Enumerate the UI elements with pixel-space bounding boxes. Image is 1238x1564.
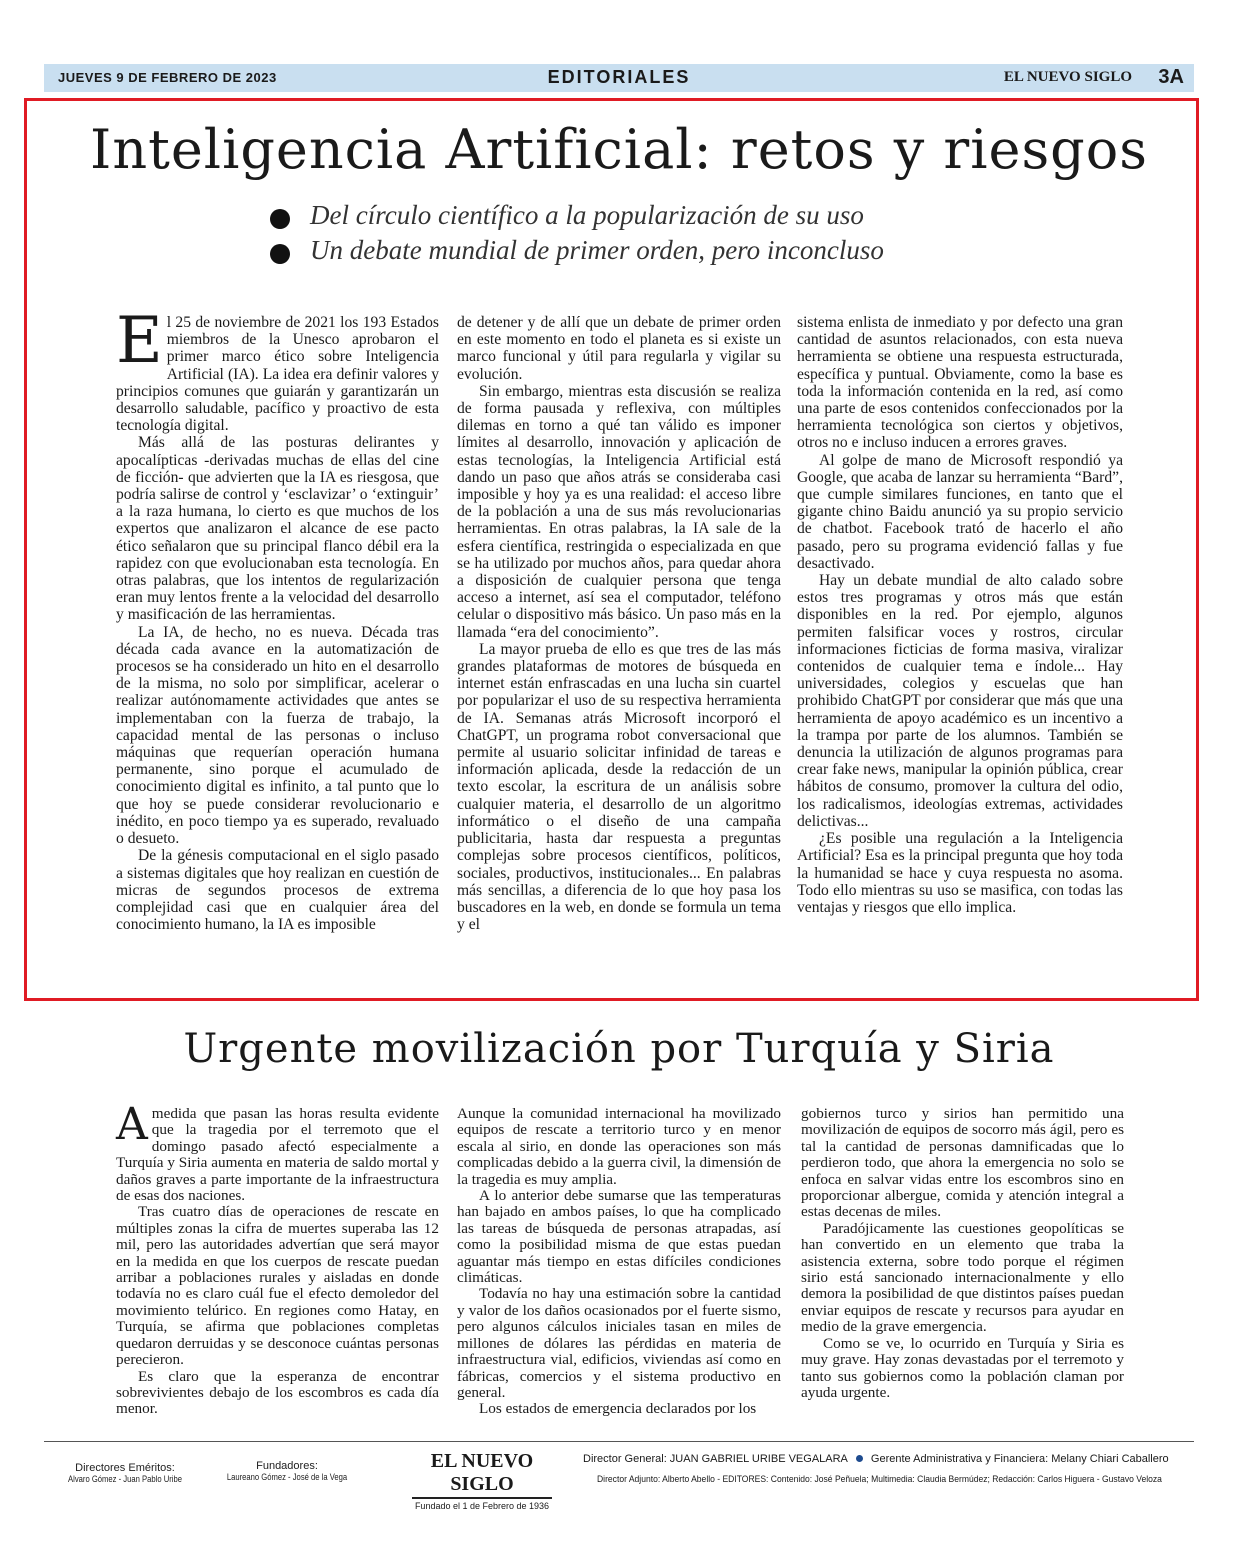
founders-names: Laureano Gómez - José de la Vega (226, 1472, 348, 1482)
footer-logo (412, 1450, 552, 1511)
paragraph: A lo anterior debe sumarse que las temperaturas han bajado en ambos países, lo que ha complicado las tareas de búsqueda de personas atrapadas, así como la posibilidad misma de que estas puedan aguantar más tiempo en estas difíciles condiciones climáticas. (457, 1187, 781, 1287)
masthead-brand: EL NUEVO SIGLO (1003, 69, 1132, 85)
section-title: EDITORIALES (547, 67, 691, 87)
editorial-2-column-1 (116, 1099, 439, 1418)
paragraph: gobiernos turco y sirios han permitido una movilización de equipos de socorro más ágil, pero es tal la cantidad de personas damnificadas que lo perdieron todo, que ahora la emergencia no solo se enfoca en salvar vidas entre los escombros sino en proporcionar albergue, comida y atención integral a estas decenas de miles. (801, 1105, 1124, 1221)
paragraph: Más allá de las posturas delirantes y apocalípticas -derivadas muchas de ellas del cine de ficción- que advierten que la IA es riesgosa, que podría salirse de control y ‘esclavizar’ o ‘extinguir’ a la raza humana, lo cierto es que muchos de los expertos que analizaron el alcance de ese pacto ético señalaron que su principal flanco débil era la rapidez con que evolucionaban esta tecnología. En otras palabras, que los intentos de regularización eran muy lentos frente a la velocidad del desarrollo y masificación de las herramientas. (116, 434, 439, 624)
page-header-bar (44, 64, 1194, 92)
paragraph: Todavía no hay una estimación sobre la cantidad y valor de los daños ocasionados por el fuerte sismo, pero algunos cálculos iniciales tasan en miles de millones de dólares las pérdidas en materia de infraestructura vial, edificios, viviendas así como en fábricas, comercios y el sistema productivo en general. (457, 1285, 781, 1401)
paragraph: Paradójicamente las cuestiones geopolíticas se han convertido en un elemento que traba la asistencia externa, sobre todo porque el régimen sirio está sancionado internacionalmente y ello demora la posibilidad de que distintos países puedan enviar equipos de rescate y recursos para ayudar en medio de la grave emergencia. (801, 1219, 1124, 1336)
editorial-1-subheads (270, 200, 1030, 270)
paragraph: Es claro que la esperanza de encontrar sobrevivientes debajo de los escombros es cada día menor. (116, 1367, 439, 1418)
subhead-item: Del círculo científico a la popularización de su uso (270, 200, 1030, 235)
dot-separator-icon (856, 1455, 863, 1462)
paragraph: El 25 de noviembre de 2021 los 193 Estados miembros de la Unesco aprobaron el primer marco ético sobre Inteligencia Artificial (IA). La idea era definir valores y principios comunes que guiarán y garantizarán un desarrollo saludable, pacífico y proactivo de esta tecnología digital. (116, 304, 439, 435)
editorial-1-column-3 (797, 314, 1123, 916)
bullet-dot-icon (270, 244, 290, 264)
founders-label: Fundadores: (256, 1460, 318, 1472)
director-general: Director General: JUAN GABRIEL URIBE VEGALARA (583, 1453, 848, 1465)
paragraph: De la génesis computacional en el siglo pasado a sistemas digitales que hoy realizan en cuestión de micras de segundos procesos de extrema complejidad casi que en cualquier área del conocimiento humano, la IA es imposible (116, 847, 439, 934)
staff-line-1 (583, 1453, 1169, 1465)
editorial-1-column-1 (116, 304, 439, 934)
paragraph: de detener y de allí que un debate de primer orden en este momento en todo el planeta es si existe un marco funcional y útil para regularla y vigilar su evolución. (457, 314, 781, 383)
drop-cap: A (116, 1099, 148, 1150)
emeritus-names: Alvaro Gómez - Juan Pablo Uribe (68, 1474, 182, 1484)
emeritus-directors (50, 1462, 200, 1484)
paragraph: Los estados de emergencia declarados por los (479, 1400, 757, 1418)
drop-cap: E (116, 304, 163, 378)
paragraph: Hay un debate mundial de alto calado sobre estos tres programas y otros más que están disponibles en la red. Por ejemplo, algunos permiten falsificar voces y rostros, circular informaciones ficticias de forma masiva, viralizar contenidos de cualquier tema e índole... Hay universidades, colegios y escuelas que han prohibido ChatGPT por considerar que más que una herramienta de apoyo académico es un incentivo a la trampa por parte de los alumnos. También se denuncia la utilización de algunos programas para crear fake news, manipular la opinión pública, crear hábitos de consumo, promover la cultura del odio, los radicalismos, ideologías extremas, actividades delictivas... (797, 572, 1123, 830)
founded-date: Fundado el 1 de Febrero de 1936 (414, 1501, 550, 1511)
paragraph: Como se ve, lo ocurrido en Turquía y Siria es muy grave. Hay zonas devastadas por el terremoto y tanto sus gobiernos como la población claman por ayuda urgente. (801, 1334, 1124, 1401)
paragraph: Tras cuatro días de operaciones de rescate en múltiples zonas la cifra de muertes superaba las 12 mil, pero las autoridades advertían que será mayor en la medida en que los cuerpos de rescate puedan arribar a poblaciones rurales y aisladas en donde todavía no es claro cuál fue el efecto demoledor del movimiento telúrico. En regiones como Hatay, en Turquía, se afirma que poblaciones completas quedaron derruidas y se desconoce cuántas personas perecieron. (116, 1203, 439, 1369)
page-number: 3A (1158, 66, 1184, 88)
paragraph: La mayor prueba de ello es que tres de las más grandes plataformas de motores de búsqueda en internet están enfrascadas en una lucha sin cuartel por popularizar el uso de su respectiva herramienta de IA. Semanas atrás Microsoft incorporó el ChatGPT, un programa robot conversacional que permite al usuario solicitar infinidad de tareas e información aplicada, desde la redacción de un texto escolar, la escritura de un análisis sobre cualquier materia, el desarrollo de un algoritmo informático o el diseño de una campaña publicitaria, hasta dar respuesta a preguntas complejas sobre procesos científicos, políticos, sociales, productivos, institucionales... En palabras más sencillas, a diferencia de lo que hoy pasa los buscadores en la web, en donde se formula un tema y el (457, 640, 781, 934)
editorial-2-column-3 (801, 1106, 1124, 1401)
bullet-dot-icon (270, 209, 290, 229)
paragraph: ¿Es posible una regulación a la Inteligencia Artificial? Esa es la principal pregunta que hoy toda la humanidad se hace y cuya respuesta no asoma. Todo ello mientras su uso se masifica, con todas las ventajas y riesgos que ello implica. (797, 830, 1123, 916)
editorial-1-column-2 (457, 314, 781, 933)
logo-name: EL NUEVO SIGLO (412, 1450, 552, 1499)
staff-line-2: Director Adjunto: Alberto Abello - EDITORES: Contenido: José Peñuela; Multimedia: Claudia Bermúdez; Redacción: Carlos Higuera - Gustavo Veloza (597, 1474, 1162, 1485)
issue-date: JUEVES 9 DE FEBRERO DE 2023 (58, 70, 277, 85)
footer-divider (44, 1441, 1194, 1442)
founders (212, 1460, 362, 1482)
paragraph: Aunque la comunidad internacional ha movilizado equipos de rescate a territorio turco y en menor escala al sirio, en donde las operaciones son más complicadas debido a la guerra civil, la dimensión de la tragedia es muy amplia. (457, 1105, 781, 1188)
editorial-1-title: Inteligencia Artificial: retos y riesgos (90, 118, 1148, 181)
subhead-item: Un debate mundial de primer orden, pero inconcluso (270, 235, 1030, 270)
paragraph: sistema enlista de inmediato y por defecto una gran cantidad de asuntos relacionados, con esta nueva herramienta se obtiene una respuesta estructurada, específica y puntual. Obviamente, como la base es toda la información contenida en la red, así como una parte de esos contenidos confeccionados por la herramienta tecnológica son ciertos y objetivos, otros no e incluso inducen a errores graves. (797, 314, 1123, 452)
paragraph: Sin embargo, mientras esta discusión se realiza de forma pausada y reflexiva, con múltiples dilemas en torno a qué tan válido es imponer límites al desarrollo, innovación y aplicación de estas tecnologías, la Inteligencia Artificial está dando un paso que años atrás se consideraba casi imposible y hoy ya es una realidad: el acceso libre de la población a una de sus más revolucionarias herramientas. En otras palabras, la IA sale de la esfera científica, restringida o especializada en que se ha utilizado por muchos años, para quedar ahora a disposición de cualquier persona que tenga acceso a internet, así sea el computador, teléfono celular o dispositivo más básico. Un paso más en la llamada “era del conocimiento”. (457, 382, 781, 641)
administrative-manager: Gerente Administrativa y Financiera: Melany Chiari Caballero (870, 1453, 1169, 1465)
emeritus-label: Directores Eméritos: (75, 1462, 175, 1474)
editorial-2-title: Urgente movilización por Turquía y Siria (183, 1026, 1055, 1072)
editorial-2-column-2 (457, 1106, 781, 1418)
paragraph: A medida que pasan las horas resulta evidente que la tragedia por el terremoto que el domingo pasado afectó especialmente a Turquía y Siria aumenta en materia de saldo mortal y daños graves a parte importante de la infraestructura de esas dos naciones. (116, 1099, 439, 1205)
paragraph: Al golpe de mano de Microsoft respondió ya Google, que acaba de lanzar su herramienta “Bard”, que cumple similares funciones, en tanto que el gigante chino Baidu anunció ya su propio servicio de chatbot. Facebook trató de hacerlo el año pasado, pero su programa evidenció fallas y fue desactivado. (797, 451, 1123, 572)
paragraph: La IA, de hecho, no es nueva. Década tras década cada avance en la automatización de procesos se ha considerado un hito en el desarrollo de la misma, no solo por simplificar, acelerar o realizar autónomamente actividades que antes se implementaban con la fuerza de trabajo, la capacidad mental de las personas o incluso máquinas que requerían operación humana permanente, sino porque el acumulado de conocimiento digital es infinito, a tal punto que lo que hoy se puede considerar revolucionario e inédito, en poco tiempo ya es superado, revaluado o desueto. (116, 623, 439, 848)
